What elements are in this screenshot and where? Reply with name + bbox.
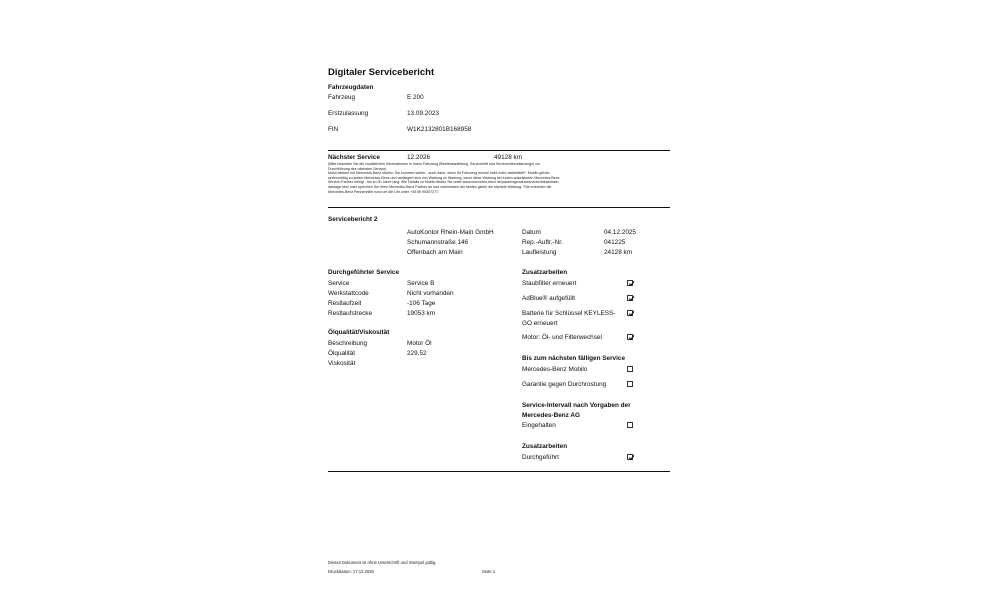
order-number-value: 041225 — [604, 239, 626, 246]
oil-description-value: Motor Öl — [407, 340, 432, 347]
workshop-code-label: Werkstattcode — [328, 290, 369, 297]
vehicle-heading: Fahrzeugdaten — [328, 84, 374, 91]
vehicle-label: Fahrzeug — [328, 94, 355, 101]
service-value: Service B — [407, 280, 435, 287]
footer-note: Dieses Dokument ist ohne Unterschrift und Stempel gültig. — [328, 560, 437, 565]
mileage-label: Laufleistung — [522, 249, 557, 256]
key-battery-label-continued: GO erneuert — [522, 320, 558, 327]
remaining-distance-value: 19053 km — [407, 310, 436, 317]
next-service-km: 49128 km — [494, 154, 523, 161]
divider — [328, 471, 670, 472]
note-line: (Bitte beachten Sie die zusätzlichen Informationen in Ihrem Fahrzeug (Betriebsanleitung, Serviceheft und Serviceintervallanzeige) zur — [328, 162, 541, 166]
page-number: Seite 1 — [482, 569, 496, 574]
next-service-note — [328, 162, 560, 194]
mobilo-checkbox[interactable] — [627, 366, 633, 372]
note-line: serienmäßig zu jedem Mercedes-Benz und verlängert sich von Wartung zu Wartung, wenn diese Wartung bei einem autorisierten Mercedes-Benz — [328, 175, 560, 180]
vin-label: FIN — [328, 126, 339, 133]
interval-heading: Service-Intervall nach Vorgaben der — [522, 402, 631, 409]
until-next-heading: Bis zum nächsten fälligen Service — [522, 355, 625, 362]
note-line: Service-Partner erfolgt - bis zu 30 Jahre lang. Alle Details zu Mobilo finden Sie unter www.mercedes-benz.de/passengercars/services/breakdown- — [328, 180, 560, 185]
viscosity-label: Viskosität — [328, 360, 356, 367]
divider — [328, 150, 670, 151]
note-line: damage.html oder sprechen Sie Ihren Mercedes-Benz Partner an und vereinbaren am besten gleich die nächste Wartung. *Sie erreichen die — [328, 184, 552, 189]
document-title: Digitaler Servicebericht — [328, 67, 435, 78]
note-line: Mobil bleiben mit Mercedes-Benz Mobilo: Sie kommen weiter - auch dann, wenn Ihr Fahrzeug einmal nicht mehr weiterfährt*. Mobilo gehört — [328, 171, 550, 176]
oil-quality-value: 229.52 — [407, 350, 427, 357]
oil-change-checkbox[interactable] — [627, 334, 633, 340]
oil-description-label: Beschreibung — [328, 340, 368, 347]
service-label: Service — [328, 280, 350, 287]
first-registration-value: 13.09.2023 — [407, 110, 439, 117]
date-value: 04.12.2025 — [604, 229, 636, 236]
performed-label: Durchgeführt — [522, 454, 559, 461]
print-date: Druckdatum: 17.12.2025 — [328, 569, 374, 574]
check-icon — [628, 310, 635, 317]
cabin-filter-checkbox[interactable] — [627, 280, 633, 286]
dealer-city: Offenbach am Main — [407, 249, 463, 256]
divider — [328, 207, 670, 208]
next-service-heading: Nächster Service — [328, 154, 380, 161]
oil-change-label: Motor: Öl- und Filterwechsel — [522, 334, 602, 341]
adblue-label: AdBlue® aufgefüllt — [522, 295, 576, 302]
performed-heading: Durchgeführter Service — [328, 269, 400, 276]
extra-work-heading: Zusatzarbeiten — [522, 269, 568, 276]
check-icon — [628, 454, 635, 461]
rust-warranty-label: Garantie gegen Durchrostung — [522, 381, 607, 388]
dealer-street: Schumannstraße 146 — [407, 239, 469, 246]
check-icon — [628, 295, 635, 302]
dealer-name: AutoKontor Rhein-Main GmbH — [407, 229, 494, 236]
interval-kept-checkbox[interactable] — [627, 422, 633, 428]
mileage-value: 24128 km — [604, 249, 633, 256]
adblue-checkbox[interactable] — [627, 295, 633, 301]
rust-warranty-checkbox[interactable] — [627, 381, 633, 387]
next-service-date: 12.2026 — [407, 154, 431, 161]
workshop-code-value: Nicht vorhanden — [407, 290, 454, 297]
first-registration-label: Erstzulassung — [328, 110, 369, 117]
mobilo-label: Mercedes-Benz Mobilo — [522, 366, 588, 373]
date-label: Datum — [522, 229, 541, 236]
note-line: Mercedes-Benz Pannenhilfe rund um die Uhr unter +49 69 95307277. — [328, 189, 440, 194]
remaining-time-label: Restlaufzeit — [328, 300, 362, 307]
oil-quality-label: Ölqualität — [328, 350, 355, 357]
oil-heading: Ölqualität/Viskosität — [328, 329, 390, 336]
order-number-label: Rep.-Auftr.-Nr. — [522, 239, 563, 246]
cabin-filter-label: Staubfilter erneuert — [522, 280, 577, 287]
key-battery-label: Batterie für Schlüssel KEYLESS- — [522, 310, 616, 317]
remaining-distance-label: Restlaufstrecke — [328, 310, 373, 317]
key-battery-checkbox[interactable] — [627, 310, 633, 316]
vin-value: W1K2132801B168958 — [407, 126, 472, 133]
note-line: Durchführung des nächsten Service) — [328, 166, 387, 171]
extra-work-2-heading: Zusatzarbeiten — [522, 443, 568, 450]
vehicle-value: E 200 — [407, 94, 424, 101]
performed-checkbox[interactable] — [627, 454, 633, 460]
interval-heading-continued: Mercedes-Benz AG — [522, 412, 581, 419]
report-heading: Servicebericht 2 — [328, 216, 378, 223]
check-icon — [628, 334, 635, 341]
check-icon — [628, 280, 635, 287]
remaining-time-value: -106 Tage — [407, 300, 436, 307]
interval-kept-label: Eingehalten — [522, 422, 556, 429]
